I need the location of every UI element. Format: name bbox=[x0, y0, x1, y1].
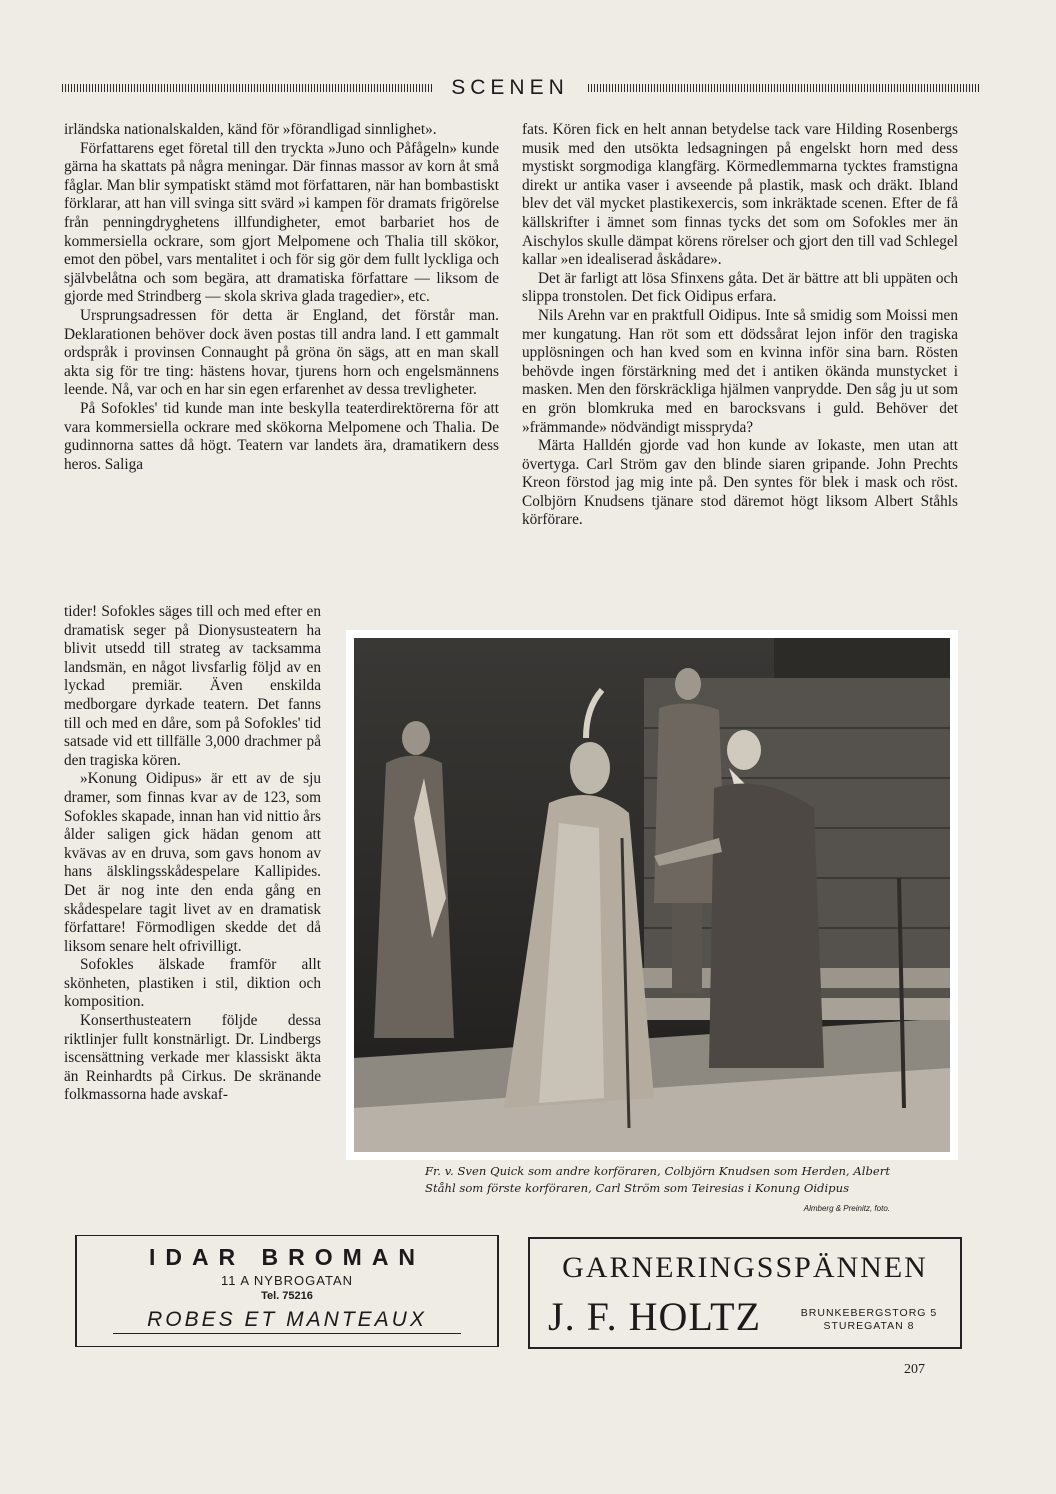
paragraph: fats. Kören fick en helt annan betydelse tack vare Hilding Rosenbergs musik med den utsökta ledsagningen på engelskt horn med dess mystiskt sorgmodiga klangfärg. Körmedlemmarna tycktes framstigna direkt ur antika vaser i avseende på plastik, mask och dräkt. Ibland blev det väl mycket plastikexercis, som inkräktade scenen. Efter de få källskrifter i ämnet som finnas tycks det som om Sofokles mer än Aischylos skulle dämpat körens rörelser och gjort den till vad Schlegel kallar »en idealiserad åskådare». bbox=[522, 121, 958, 269]
ad-shop-address: 11 A NYBROGATAN bbox=[220, 1273, 354, 1288]
stage-scene-image bbox=[354, 638, 950, 1152]
paragraph: Ursprungsadressen för detta är England, det förstår man. Deklarationen behöver dock även postas till andra land. I ett gammalt ordspråk i provinsen Connaught på gröna ön sägs, att en man skall akta sig för tre ting: hästens hovar, tjurens horn och engelsmännens leende. Nå, var och en har sin egen erfarenhet av dessa trevligheter. bbox=[64, 306, 499, 399]
paragraph: Det är farligt att lösa Sfinxens gåta. Det är bättre att bli uppäten och slippa tronstolen. Det fick Oidipus erfara. bbox=[522, 269, 958, 306]
paragraph: Märta Halldén gjorde vad hon kunde av Iokaste, men utan att övertyga. Carl Ström gav den blinde siaren gripande. John Prechts Kreon förstod jag mig inte på. Den syntes för blek i mask och röst. Colbjörn Knudsens tjänare stod däremot högt liksom Albert Ståhls körförare. bbox=[522, 437, 958, 529]
paragraph: Sofokles älskade framför allt skönheten, plastiken i stil, diktion och komposition. bbox=[64, 956, 321, 1011]
paragraph: Författarens eget företal till den tryckta »Juno och Påfågeln» kunde gärna ha skattats på några meningar. Där finnas massor av korn åt små fåglar. Man blir sympatiskt stämd mot författaren, när han bombastiskt förklarar, att han vill svinga sitt svärd »i kampen för dramats frigörelse från penningdryghetens illfundigheter, emot barbariet hos de kommersiella ockrare, som gjort Melpomene och Thalia till skökor, emot den pöbel, vars mentalitet i och för sig gör dem fullt lyckliga och självbelåtna och som begära, att dramatiska författare — liksom de gjorde med Strindberg — skola skriva glada tragedier», etc. bbox=[64, 139, 499, 306]
ad-shop-name: IDAR BROMAN bbox=[148, 1244, 426, 1270]
photo-credit: Almberg & Preinitz, foto. bbox=[803, 1204, 890, 1213]
section-title: SCENEN bbox=[451, 76, 569, 99]
ad-address-block bbox=[784, 1307, 954, 1333]
article-column-left-lower bbox=[64, 603, 321, 1105]
paragraph: irländska nationalskalden, känd för »förandligad sinnlighet». bbox=[64, 121, 437, 138]
page-number: 207 bbox=[904, 1362, 925, 1377]
ad-shop-tagline: ROBES ET MANTEAUX bbox=[113, 1308, 461, 1334]
caption-text: Fr. v. Sven Quick som andre korföraren, Colbjörn Knudsen som Herden, Albert Ståhl som förste korföraren, Carl Ström som Teiresias i Konung Oidipus bbox=[425, 1164, 890, 1195]
advertisement-holtz bbox=[528, 1237, 962, 1349]
article-column-left-upper bbox=[64, 121, 499, 474]
ad-company-name: J. F. HOLTZ bbox=[548, 1294, 762, 1339]
paragraph: Konserthusteatern följde dessa riktlinjer fullt konstnärligt. Dr. Lindbergs iscensättning verkade mer klassiskt äkta än Reinhardts på Cirkus. De skränande folkmassorna hade avskaf- bbox=[64, 1012, 321, 1104]
advertisement-idar-broman bbox=[75, 1235, 499, 1347]
stage-photograph bbox=[346, 630, 958, 1160]
paragraph: Nils Arehn var en praktfull Oidipus. Inte så smidig som Moissi men mer kungatung. Han röt som ett dödssårat lejon inför den tragiska upplösningen och han kved som en kvinna inför sina barn. Rösten behövde ingen förstärkning med det i antiken ökända munstycket i masken. Men den förskräckliga hjälmen vanprydde. Den såg ju ut som en grön blomkruka med en barocksvans i guld. Behöver det »främmande» nödvändigt misspryda? bbox=[522, 306, 958, 436]
ad-headline: GARNERINGSSPÄNNEN bbox=[562, 1251, 928, 1284]
paragraph: tider! Sofokles säges till och med efter en dramatisk seger på Dionysusteatern ha blivit utsedd till strateg av tacksamma landsmän, en något livsfarlig följd av en lyckad premiär. Även enskilda medborgare dyrkade teatern. Det fanns till och med en dåre, som på Sofokles' tid satsade vid ett tillfälle 3,000 drachmer på den tragiska kören. bbox=[64, 603, 321, 769]
paragraph: På Sofokles' tid kunde man inte beskylla teaterdirektörerna för att vara kommersiella ockrare med skökorna Melpomene och Thalia. De gudinnorna sattes då högt. Teatern var landets ära, dramatikern dess heros. Saliga bbox=[64, 399, 499, 473]
ad-shop-phone: Tel. 75216 bbox=[261, 1290, 313, 1302]
paragraph: »Konung Oidipus» är ett av de sju dramer, som finnas kvar av de 123, som Sofokles skapade, innan han vid nittio års ålder saligen gick hädan genom att kvävas av en druva, som gavs honom av hans älsklingsskådespelare Kallipides. Det är nog inte den enda gång en skådespelare tagit livet av en dramatisk författare! Förmodligen skedde det då liksom senare helt ofrivilligt. bbox=[64, 770, 321, 955]
header-rule-left bbox=[62, 84, 432, 92]
article-column-right bbox=[522, 121, 958, 530]
page-header bbox=[62, 74, 980, 102]
ad-address-line: STUREGATAN 8 bbox=[823, 1320, 915, 1332]
header-rule-right bbox=[588, 84, 980, 92]
photo-caption bbox=[425, 1163, 890, 1217]
ad-address-line: BRUNKEBERGSTORG 5 bbox=[800, 1307, 938, 1319]
